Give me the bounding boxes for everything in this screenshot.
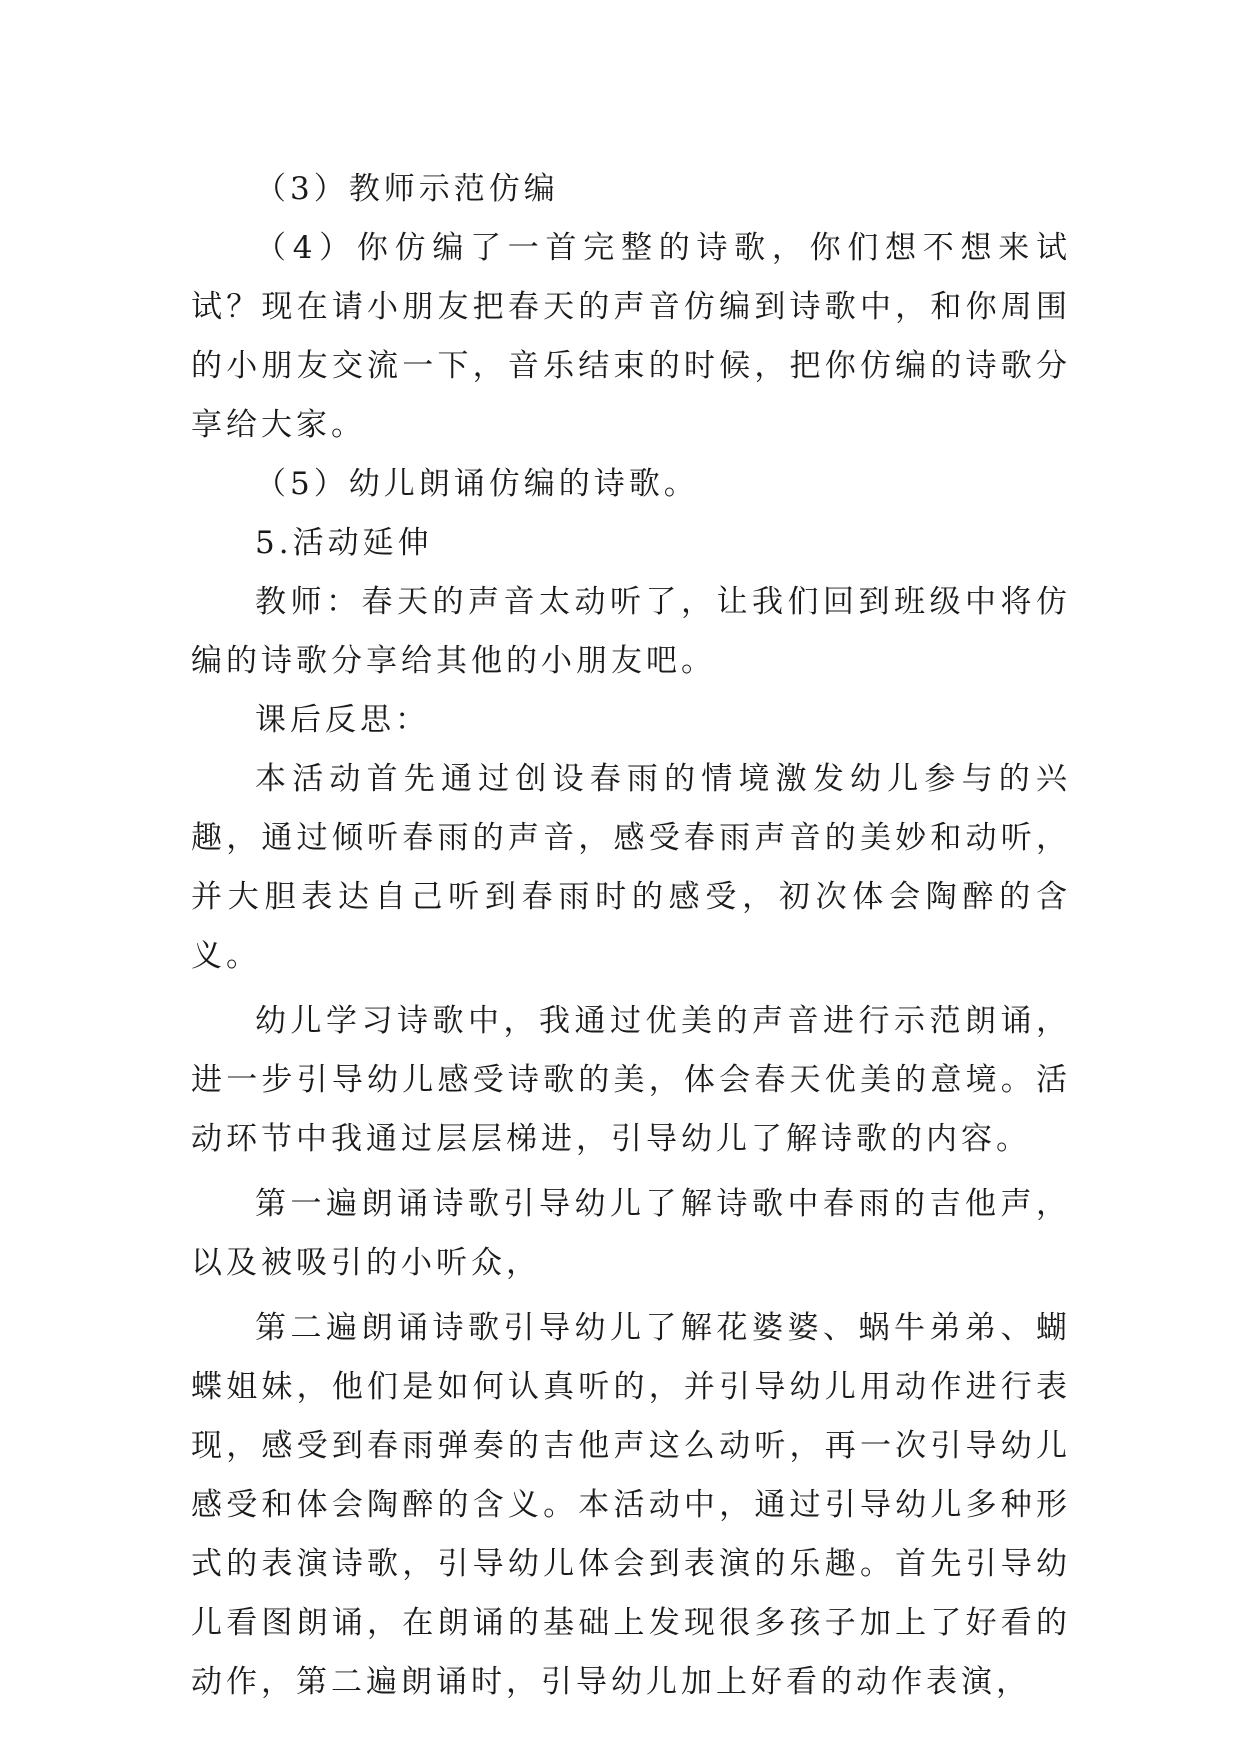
step-3-paragraph: （3）教师示范仿编 [255,171,559,207]
reflection-paragraph-3: 第一遍朗诵诗歌引导幼儿了解诗歌中春雨的吉他声，以及被吸引的小听众， [191,1186,1071,1281]
reflection-paragraph-2: 幼儿学习诗歌中，我通过优美的声音进行示范朗诵，进一步引导幼儿感受诗歌的美，体会春天优美的意境。活动环节中我通过层层梯进，引导幼儿了解诗歌的内容。 [191,1003,1071,1157]
teacher-speech-paragraph: 教师：春天的声音太动听了，让我们回到班级中将仿编的诗歌分享给其他的小朋友吧。 [191,584,1071,679]
section-heading-activity-extension: 5.活动延伸 [255,525,433,561]
step-5-paragraph: （5）幼儿朗诵仿编的诗歌。 [255,466,699,502]
step-4-paragraph: （4）你仿编了一首完整的诗歌，你们想不想来试试？现在请小朋友把春天的声音仿编到诗歌中，和你周围的小朋友交流一下，音乐结束的时候，把你仿编的诗歌分享给大家。 [191,230,1071,443]
document-page [191,160,1071,1712]
reflection-paragraph-1: 本活动首先通过创设春雨的情境激发幼儿参与的兴趣，通过倾听春雨的声音，感受春雨声音的美妙和动听，并大胆表达自己听到春雨时的感受，初次体会陶醉的含义。 [191,761,1071,974]
reflection-paragraph-4: 第二遍朗诵诗歌引导幼儿了解花婆婆、蜗牛弟弟、蝴蝶姐妹，他们是如何认真听的，并引导幼儿用动作进行表现，感受到春雨弹奏的吉他声这么动听，再一次引导幼儿感受和体会陶醉的含义。本活动中，通过引导幼儿多种形式的表演诗歌，引导幼儿体会到表演的乐趣。首先引导幼儿看图朗诵，在朗诵的基础上发现很多孩子加上了好看的动作，第二遍朗诵时，引导幼儿加上好看的动作表演， [191,1310,1071,1700]
reflection-heading: 课后反思： [255,702,430,738]
